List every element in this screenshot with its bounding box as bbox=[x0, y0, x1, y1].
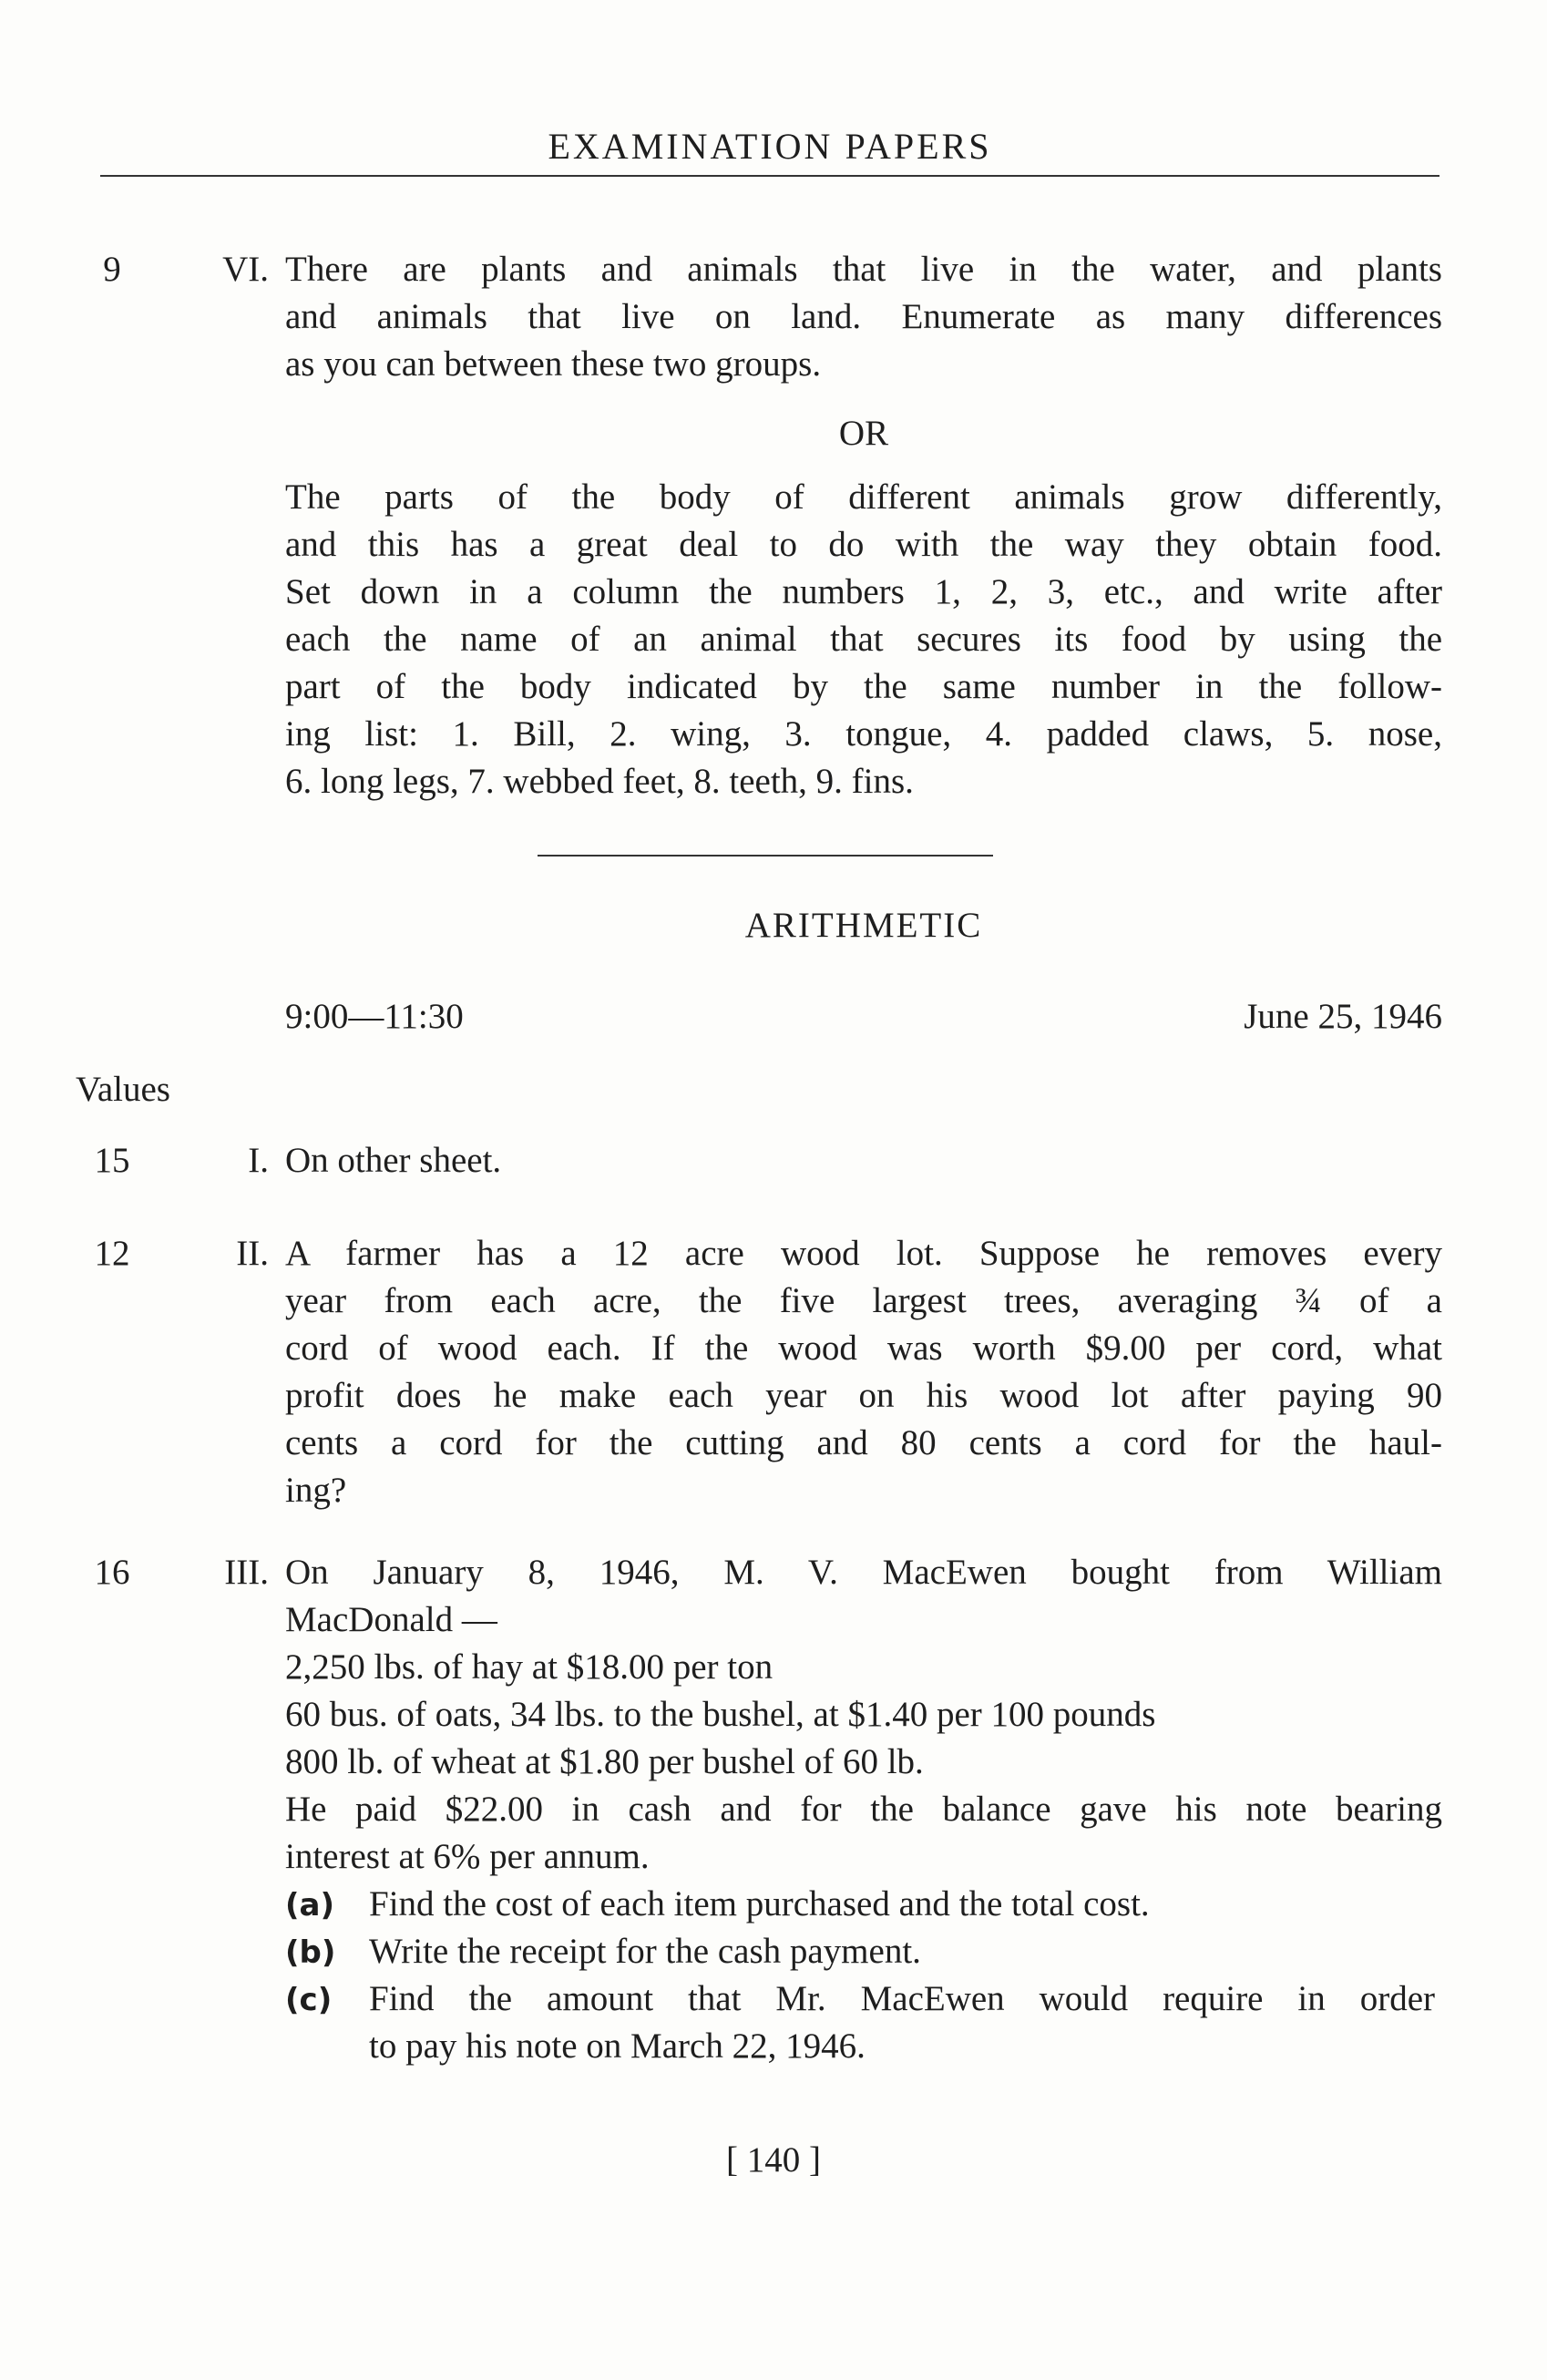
question-value: 16 bbox=[94, 1553, 130, 1592]
question-numeral: III. bbox=[224, 1553, 269, 1592]
question-1-text: On other sheet. bbox=[285, 1141, 502, 1180]
question-numeral: II. bbox=[236, 1234, 269, 1273]
exam-date: June 25, 1946 bbox=[1244, 997, 1442, 1036]
sub-question-b bbox=[285, 1928, 1442, 1976]
sub-question-label: (a) bbox=[285, 1887, 335, 1923]
section-title: ARITHMETIC bbox=[744, 906, 983, 945]
question-numeral: I. bbox=[248, 1141, 269, 1180]
text-line: On January 8, 1946, M. V. MacEwen bought from William bbox=[285, 1553, 1442, 1592]
question-value: 15 bbox=[94, 1141, 130, 1180]
text-line: and animals that live on land. Enumerate as many differences bbox=[285, 297, 1442, 336]
text-line: The parts of the body of different animals grow differently, bbox=[285, 477, 1442, 517]
header-rule bbox=[100, 175, 1439, 177]
sub-question-c bbox=[285, 1975, 1442, 2070]
text-line: Find the amount that Mr. MacEwen would require in order bbox=[369, 1979, 1435, 2018]
text-line: and this has a great deal to do with the way they obtain food. bbox=[285, 525, 1442, 564]
section-divider bbox=[538, 855, 993, 857]
question-2-text bbox=[285, 1230, 1442, 1514]
text-line: cord of wood each. If the wood was worth $9.00 per cord, what bbox=[285, 1328, 1442, 1368]
question-value: 9 bbox=[103, 250, 121, 289]
sub-question-a bbox=[285, 1881, 1442, 1929]
text-line: 6. long legs, 7. webbed feet, 8. teeth, 9. fins. bbox=[285, 762, 914, 801]
sub-question-text: Write the receipt for the cash payment. bbox=[369, 1932, 921, 1971]
values-heading: Values bbox=[76, 1070, 170, 1109]
text-line: 800 lb. of wheat at $1.80 per bushel of 60 lb. bbox=[285, 1742, 924, 1781]
text-line: Set down in a column the numbers 1, 2, 3, etc., and write after bbox=[285, 572, 1442, 611]
question-3-text bbox=[285, 1549, 1442, 1881]
sub-question-text: Find the cost of each item purchased and the total cost. bbox=[369, 1884, 1150, 1923]
text-line: to pay his note on March 22, 1946. bbox=[369, 2026, 866, 2066]
text-line: part of the body indicated by the same number in the follow- bbox=[285, 667, 1442, 706]
exam-time: 9:00—11:30 bbox=[285, 997, 464, 1036]
text-line: profit does he make each year on his wood lot after paying 90 bbox=[285, 1376, 1442, 1415]
question-numeral: VI. bbox=[222, 250, 269, 289]
text-line: ing list: 1. Bill, 2. wing, 3. tongue, 4. padded claws, 5. nose, bbox=[285, 714, 1442, 754]
or-separator: OR bbox=[838, 414, 889, 453]
text-line: cents a cord for the cutting and 80 cents a cord for the haul- bbox=[285, 1423, 1442, 1462]
text-line: as you can between these two groups. bbox=[285, 344, 822, 384]
text-line: each the name of an animal that secures its food by using the bbox=[285, 620, 1442, 659]
question-value: 12 bbox=[94, 1234, 130, 1273]
text-line: He paid $22.00 in cash and for the balance gave his note bearing bbox=[285, 1790, 1442, 1829]
question-6-paragraph-1 bbox=[285, 246, 1442, 388]
sub-question-label: (b) bbox=[285, 1934, 336, 1971]
text-line: year from each acre, the five largest trees, averaging ¾ of a bbox=[285, 1281, 1442, 1320]
text-line: ing? bbox=[285, 1471, 347, 1510]
text-line: 2,250 lbs. of hay at $18.00 per ton bbox=[285, 1647, 774, 1687]
sub-question-text-block bbox=[369, 1975, 1435, 2070]
question-6-paragraph-2 bbox=[285, 474, 1442, 805]
text-line: There are plants and animals that live in the water, and plants bbox=[285, 250, 1442, 289]
text-line: A farmer has a 12 acre wood lot. Suppose he removes every bbox=[285, 1234, 1442, 1273]
running-header: EXAMINATION PAPERS bbox=[548, 126, 992, 167]
text-line: interest at 6% per annum. bbox=[285, 1837, 650, 1876]
page-number: [ 140 ] bbox=[726, 2140, 821, 2180]
text-line: 60 bus. of oats, 34 lbs. to the bushel, at $1.40 per 100 pounds bbox=[285, 1695, 1156, 1734]
sub-question-label: (c) bbox=[285, 1982, 333, 2018]
text-line: MacDonald — bbox=[285, 1600, 497, 1639]
